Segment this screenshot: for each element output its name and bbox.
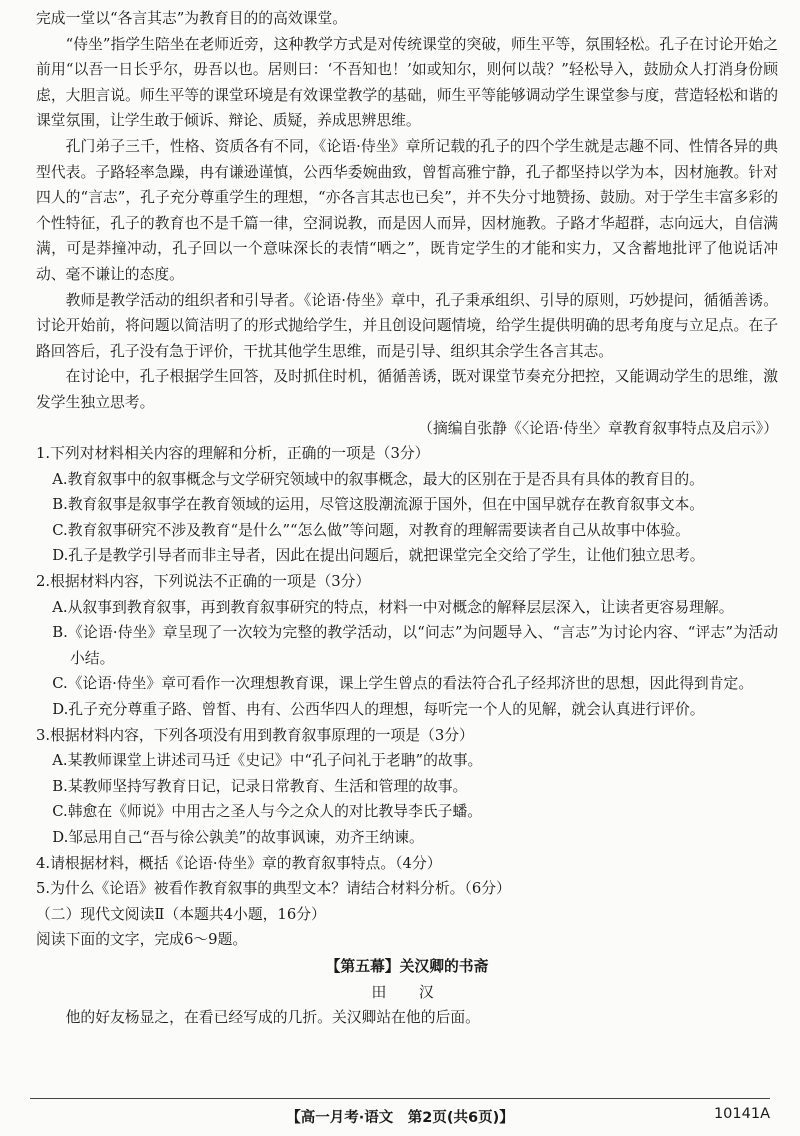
question-stem: 2.根据材料内容，下列说法不正确的一项是（3分） (36, 573, 371, 591)
question-option: B.教育叙事是叙事学在教育领域的运用，尽管这股潮流源于国外，但在中国早就存在教育叙事文本。 (52, 496, 705, 514)
question-option: D.孔子充分尊重子路、曾皙、冉有、公西华四人的理想，每听完一个人的见解，就会认真进行评价。 (52, 701, 705, 719)
source-citation: （摘编自张静《〈论语·侍坐〉章教育叙事特点及启示》） (418, 419, 778, 437)
question-option: C.韩愈在《师说》中用古之圣人与今之众人的对比教导李氏子蟠。 (52, 803, 483, 821)
question-stem: 3.根据材料内容，下列各项没有用到教育叙事原理的一项是（3分） (36, 726, 474, 744)
passage-paragraph: 孔门弟子三千，性格、资质各有不同，《论语·侍坐》章所记载的孔子的四个学生就是志趣不同、性情各异的典型代表。子路轻率急躁，冉有谦逊谨慎，公西华委婉曲致，曾皙高雅宁静，孔子都坚持以学为本，因材施教。针对四人的“言志”，孔子充分尊重学生的理想，“亦各言其志也已矣”，并不失分寸地赞扬、鼓励。对于学生丰富多彩的个性特征，孔子的教育也不是千篇一律，空洞说教，而是因人而异，因材施教。子路才华超群，志向远大，自信满满，可是莽撞冲动，孔子回以一个意味深长的表情“哂之”，既肯定学生的才能和实力，又含蓄地批评了他说话冲动、毫不谦让的态度。 (36, 137, 778, 283)
footer-page-label: 【高一月考·语文 第2页(共6页)】 (286, 1110, 514, 1126)
page-content (36, 6, 778, 1031)
question-option: B.某教师坚持写教育日记，记录日常教育、生活和管理的故事。 (52, 777, 468, 795)
section-title: （二）现代文阅读Ⅱ（本题共4小题，16分） (36, 905, 326, 923)
passage-paragraph: 教师是教学活动的组织者和引导者。《论语·侍坐》章中，孔子秉承组织、引导的原则，巧妙提问，循循善诱。讨论开始前，将问题以简洁明了的形式抛给学生，并且创设问题情境，给学生提供明确的思考角度与立足点。在子路回答后，孔子没有急于评价，干扰其他学生思维，而是引导、组织其余学生各言其志。 (36, 291, 778, 360)
question-stem: 1.下列对材料相关内容的理解和分析，正确的一项是（3分） (36, 445, 430, 463)
question-option: A.教育叙事中的叙事概念与文学研究领域中的叙事概念，最大的区别在于是否具有具体的教育目的。 (52, 470, 704, 488)
passage-paragraph: “侍坐”指学生陪坐在老师近旁，这种教学方式是对传统课堂的突破，师生平等，氛围轻松。孔子在讨论开始之前用“以吾一日长乎尔，毋吾以也。居则曰：‘不吾知也！’如或知尔，则何以哉？”轻松导入，鼓励众人打消身份顾虑，大胆言说。师生平等的课堂环境是有效课堂教学的基础，师生平等能够调动学生课堂参与度，营造轻松和谐的课堂氛围，让学生敢于倾诉、辩论、质疑，养成思辨思维。 (36, 35, 778, 130)
question-option: D.邹忌用自己“吾与徐公孰美”的故事讽谏，劝齐王纳谏。 (52, 829, 424, 846)
question-option: A.从叙事到教育叙事，再到教育叙事研究的特点，材料一中对概念的解释层层深入，让读者更容易理解。 (52, 598, 734, 616)
passage-paragraph: 在讨论中，孔子根据学生回答，及时抓住时机，循循善诱，既对课堂节奏充分把控，又能调动学生的思维，激发学生独立思考。 (36, 368, 778, 411)
question-option: A.某教师课堂上讲述司马迁《史记》中“孔子问礼于老聃”的故事。 (52, 752, 483, 770)
footer-exam-code: 10141A (713, 1106, 770, 1122)
section-instruction: 阅读下面的文字，完成6～9题。 (36, 931, 248, 949)
play-text: 他的好友杨显之，在看已经写成的几折。关汉卿站在他的后面。 (65, 1009, 480, 1027)
play-heading: 【第五幕】关汉卿的书斋 (325, 957, 489, 975)
footer-rule (30, 1098, 770, 1099)
question-option: B.《论语·侍坐》章呈现了一次较为完整的教学活动，以“问志”为问题导入、“言志”为讨论内容、“评志”为活动小结。 (52, 624, 778, 667)
question-option: D.孔子是教学引导者而非主导者，因此在提出问题后，就把课堂完全交给了学生，让他们独立思考。 (52, 547, 705, 565)
question-option: C.教育叙事研究不涉及教育“是什么”“怎么做”等问题，对教育的理解需要读者自己从故事中体验。 (52, 521, 690, 539)
question-stem: 4.请根据材料，概括《论语·侍坐》章的教育叙事特点。（4分） (36, 854, 442, 872)
play-author: 田 汉 (371, 983, 443, 1001)
passage-paragraph: 完成一堂以“各言其志”为教育目的的高效课堂。 (36, 10, 348, 27)
question-option: C.《论语·侍坐》章可看作一次理想教育课，课上学生曾点的看法符合孔子经邦济世的思想，因此得到肯定。 (52, 675, 754, 693)
question-stem: 5.为什么《论语》被看作教育叙事的典型文本？请结合材料分析。（6分） (36, 880, 511, 898)
